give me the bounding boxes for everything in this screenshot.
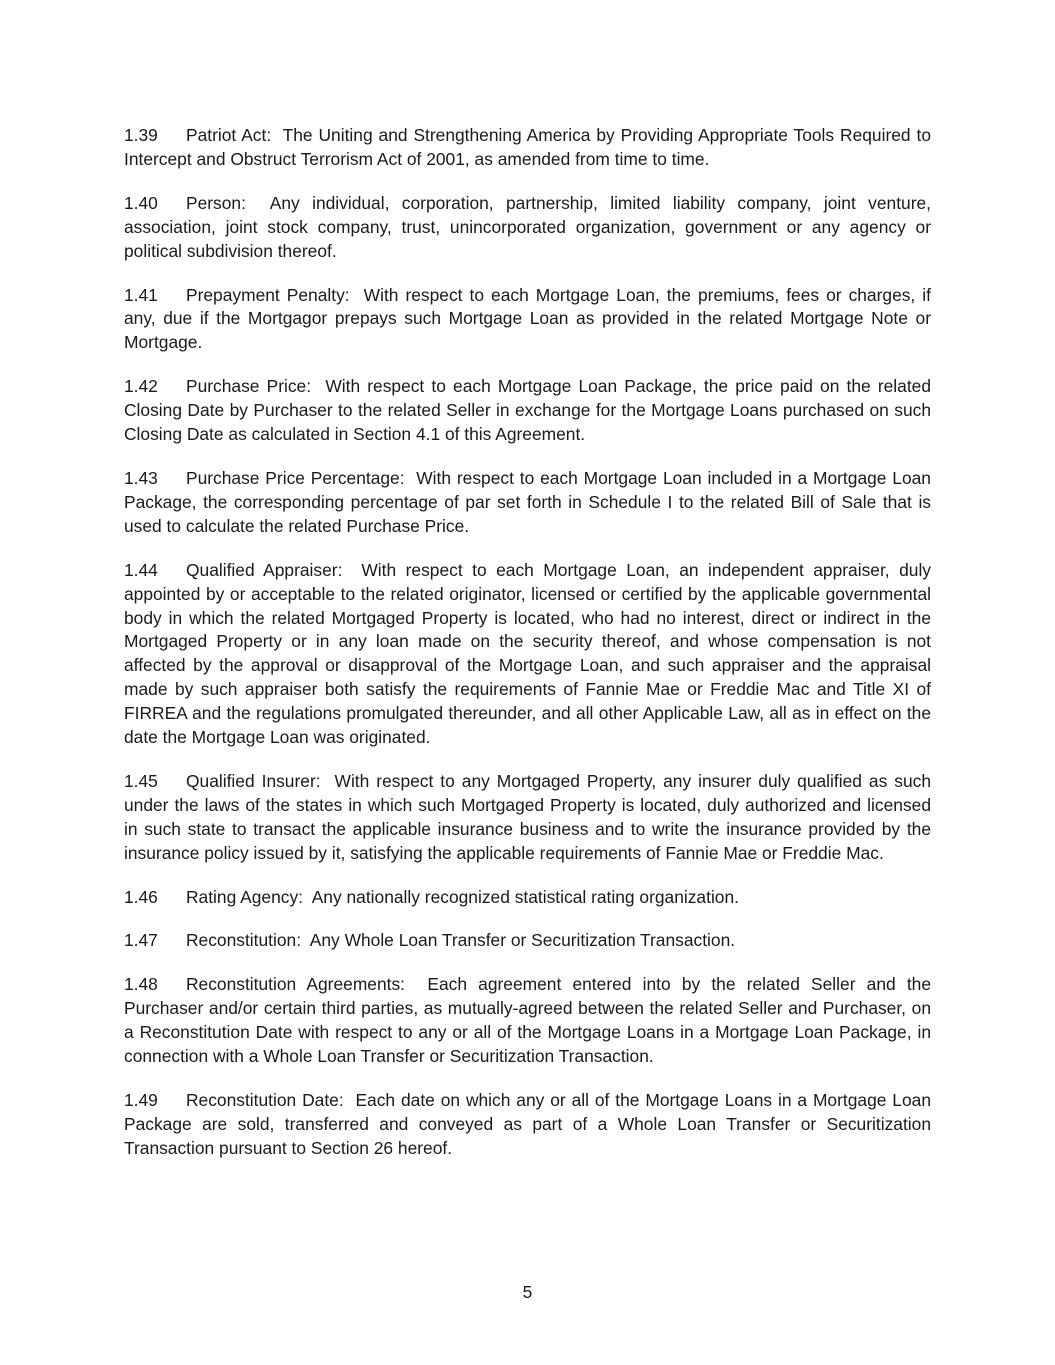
definition-1-48 [124,973,931,1069]
definition-1-46 [124,886,931,910]
definition-1-45 [124,770,931,866]
definition-number: 1.46 [124,886,158,907]
definition-term: Reconstitution Agreements: [186,974,406,995]
document-body [124,124,931,1181]
definition-1-43 [124,467,931,539]
definition-term: Qualified Appraiser: [186,559,343,580]
definition-number: 1.41 [124,284,158,305]
definition-term: Patriot Act: [186,125,272,145]
definition-number: 1.49 [124,1090,158,1110]
definition-1-39 [124,124,931,172]
definition-term: Rating Agency: [186,886,303,907]
definition-term: Prepayment Penalty: [186,284,350,305]
definition-1-42 [124,375,931,447]
definition-text: The Uniting and Strengthening America by Providing Appropriate Tools Required to Intercept and Obstruct Terrorism Act of 2001, as amended from time to time. [124,125,931,169]
definition-number: 1.39 [124,125,158,145]
definition-text: Each date on which any or all of the Mortgage Loans in a Mortgage Loan Package are sold, transferred and conveyed as part of a Whole Loan Transfer or Securitization Transaction pursuant to Section 26 hereof. [124,1090,931,1158]
definition-term: Person: [186,192,246,213]
definition-1-41 [124,284,931,356]
definition-text: Any nationally recognized statistical rating organization. [311,886,739,907]
definition-term: Reconstitution Date: [186,1090,344,1110]
definition-1-40 [124,192,931,264]
definition-term: Qualified Insurer: [186,770,321,791]
definition-number: 1.48 [124,974,158,995]
definition-text: Any Whole Loan Transfer or Securitization Transaction. [309,930,736,951]
definition-1-47 [124,929,931,953]
definition-text: With respect to each Mortgage Loan included in a Mortgage Loan Package, the corresponding percentage of par set forth in Schedule I to the related Bill of Sale that is used to calculate the related Purchase Price. [124,467,931,536]
definition-number: 1.42 [124,376,158,397]
definition-text: With respect to each Mortgage Loan Package, the price paid on the related Closing Date by Purchaser to the related Seller in exchange for the Mortgage Loans purchased on such Closing Date as calculated in Section 4.1 of this Agreement. [124,376,931,445]
definition-term: Purchase Price: [186,376,312,397]
definition-text: With respect to each Mortgage Loan, the premiums, fees or charges, if any, due if the Mortgagor prepays such Mortgage Loan as provided in the related Mortgage Note or Mortgage. [124,284,931,353]
definition-term: Purchase Price Percentage: [186,467,405,488]
page-number: 5 [522,1282,533,1302]
definition-number: 1.40 [124,192,158,213]
definition-number: 1.43 [124,467,158,488]
definition-term: Reconstitution: [186,930,302,951]
definition-text: Each agreement entered into by the related Seller and the Purchaser and/or certain third parties, as mutually-agreed between the related Seller and Purchaser, on a Reconstitution Date with respect to any or all of the Mortgage Loans in a Mortgage Loan Package, in connection with a Whole Loan Transfer or Securitization Transaction. [124,974,932,1067]
definition-text: With respect to each Mortgage Loan, an independent appraiser, duly appointed by or acceptable to the related originator, licensed or certified by the applicable governmental body in which the related Mortgaged Property is located, who had no interest, direct or indirect in the Mortgaged Property or in any loan made on the security thereof, and whose compensation is not affected by the approval or disapproval of the Mortgage Loan, and such appraiser and the appraisal made by such appraiser both satisfy the requirements of Fannie Mae or Freddie Mac and Title XI of FIRREA and the regulations promulgated thereunder, and all other Applicable Law, all as in effect on the date the Mortgage Loan was originated. [124,559,931,748]
definition-text: With respect to any Mortgaged Property, any insurer duly qualified as such under the laws of the states in which such Mortgaged Property is located, duly authorized and licensed in such state to transact the applicable insurance business and to write the insurance provided by the insurance policy issued by it, satisfying the applicable requirements of Fannie Mae or Freddie Mac. [124,770,931,863]
definition-number: 1.44 [124,559,158,580]
definition-1-49 [124,1089,931,1161]
definition-number: 1.47 [124,930,158,951]
definition-number: 1.45 [124,770,158,791]
definition-1-44 [124,559,931,750]
definition-text: Any individual, corporation, partnership, limited liability company, joint venture, association, joint stock company, trust, unincorporated organization, government or any agency or political subdivision thereof. [124,192,931,261]
